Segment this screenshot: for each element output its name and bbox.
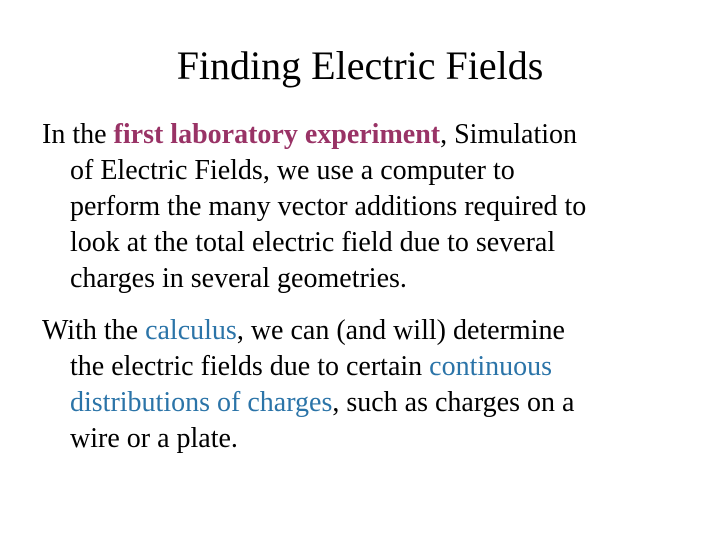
text-run: , Simulation <box>440 119 578 150</box>
text-run: , such as charges on a <box>332 387 575 418</box>
text-line <box>42 385 682 421</box>
text-line: perform the many vector additions required to <box>70 191 587 222</box>
text-line: of Electric Fields, we use a computer to <box>70 155 515 186</box>
highlight-distributions-of-charges: distributions of charges <box>70 387 333 418</box>
text-line <box>42 349 682 385</box>
text-run: the electric fields due to certain <box>70 351 430 382</box>
highlight-calculus: calculus <box>145 315 237 346</box>
paragraph-lab-experiment <box>42 117 682 297</box>
text-line: look at the total electric field due to several <box>70 227 556 258</box>
slide-title: Finding Electric Fields <box>176 43 544 88</box>
highlight-continuous: continuous <box>429 351 553 382</box>
text-run: , we can (and will) determine <box>236 315 565 346</box>
text-line: charges in several geometries. <box>70 263 407 294</box>
text-run: With the <box>42 315 146 346</box>
text-line: wire or a plate. <box>70 423 238 454</box>
paragraph-calculus <box>42 313 682 457</box>
highlight-first-laboratory-experiment: first laboratory experiment <box>113 119 441 150</box>
text-line <box>42 117 682 153</box>
text-run: In the <box>42 119 114 150</box>
text-line <box>42 313 682 349</box>
